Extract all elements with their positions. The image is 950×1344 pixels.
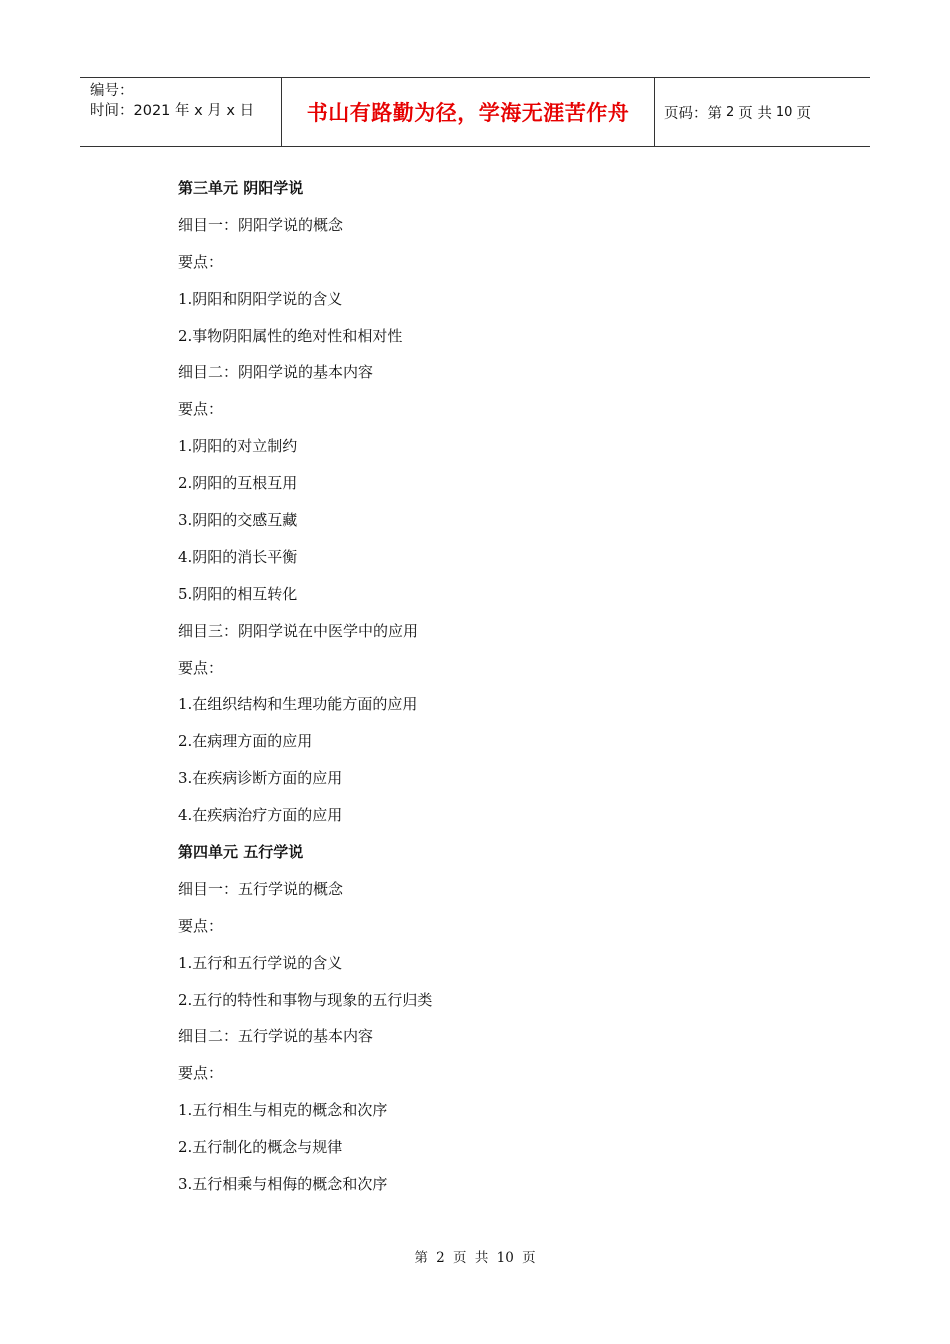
header-motto xyxy=(282,78,655,146)
text-line: 2.事物阴阳属性的绝对性和相对性 xyxy=(178,326,403,345)
motto-text: 书山有路勤为径，学海无涯苦作舟 xyxy=(306,101,630,125)
page-mid: 页 共 xyxy=(738,105,772,122)
text-line: 细目一：五行学说的概念 xyxy=(178,879,344,898)
text-line: 4.阴阳的消长平衡 xyxy=(178,547,298,566)
header-meta xyxy=(80,78,282,146)
header-page-info xyxy=(655,78,870,146)
section-heading: 第三单元 阴阳学说 xyxy=(178,179,304,197)
text-line: 5.阴阳的相互转化 xyxy=(178,584,298,603)
page-total: 10 xyxy=(775,104,793,120)
page-header xyxy=(80,77,870,147)
text-line: 要点： xyxy=(178,1064,224,1083)
text-line: 1.五行相生与相克的概念和次序 xyxy=(178,1101,388,1120)
section-heading: 第四单元 五行学说 xyxy=(178,843,304,862)
text-line: 要点： xyxy=(178,658,224,677)
text-line: 3.阴阳的交感互藏 xyxy=(178,511,298,530)
text-line: 2.五行制化的概念与规律 xyxy=(178,1138,343,1157)
text-line: 要点： xyxy=(178,916,224,935)
number-label: 编号： xyxy=(90,83,134,99)
document-body xyxy=(178,170,818,1203)
text-line: 细目二：阴阳学说的基本内容 xyxy=(178,363,374,382)
text-line: 要点： xyxy=(178,252,224,271)
text-line: 2.阴阳的互根互用 xyxy=(178,474,298,493)
text-line: 2.在病理方面的应用 xyxy=(178,732,313,751)
text-line: 4.在疾病治疗方面的应用 xyxy=(178,806,343,825)
page-prefix: 页码：第 xyxy=(664,105,722,122)
page-suffix: 页 xyxy=(796,105,811,122)
time-label: 时间：2021 年 x 月 x 日 xyxy=(90,103,255,119)
text-line: 1.五行和五行学说的含义 xyxy=(178,953,343,972)
text-line: 细目三：阴阳学说在中医学中的应用 xyxy=(178,621,419,640)
text-line: 1.在组织结构和生理功能方面的应用 xyxy=(178,695,418,714)
page-current: 2 xyxy=(726,104,735,120)
text-line: 要点： xyxy=(178,400,224,419)
text-line: 1.阴阳的对立制约 xyxy=(178,437,298,456)
text-line: 细目一：阴阳学说的概念 xyxy=(178,215,344,234)
text-line: 3.五行相乘与相侮的概念和次序 xyxy=(178,1175,388,1194)
page-footer: 第 2 页 共 10 页 xyxy=(414,1250,536,1266)
text-line: 细目二：五行学说的基本内容 xyxy=(178,1027,374,1046)
text-line: 3.在疾病诊断方面的应用 xyxy=(178,769,343,788)
text-line: 1.阴阳和阴阳学说的含义 xyxy=(178,289,343,308)
text-line: 2.五行的特性和事物与现象的五行归类 xyxy=(178,990,433,1009)
